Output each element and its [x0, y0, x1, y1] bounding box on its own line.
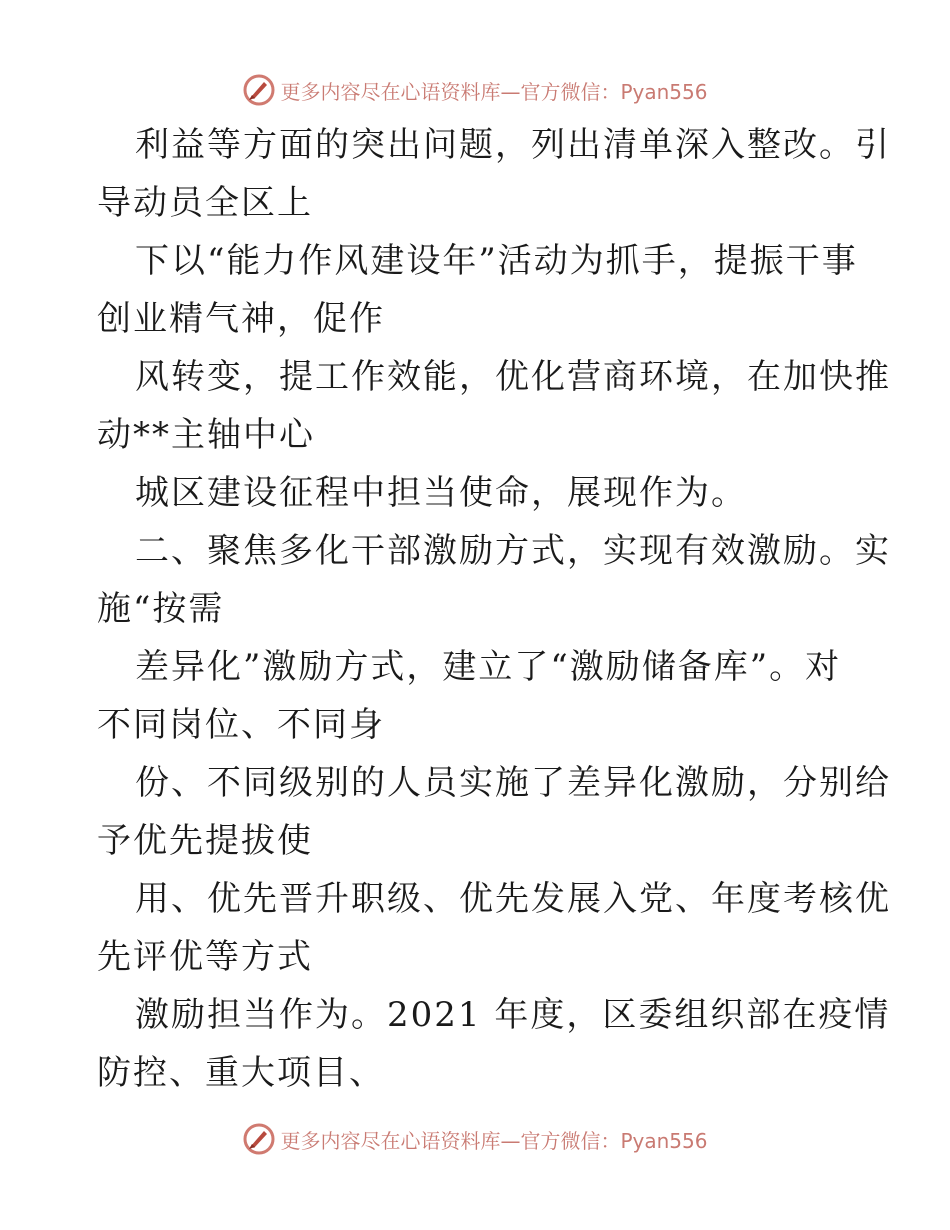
text-line: 予优先提拔使 — [97, 821, 313, 861]
text-line: 不同岗位、不同身 — [97, 705, 385, 745]
text-line: 利益等方面的突出问题，列出清单深入整改。引 — [135, 125, 891, 165]
text-line: 施“按需 — [97, 589, 225, 629]
watermark-footer — [0, 1119, 950, 1159]
logo-icon — [242, 73, 276, 107]
text-line: 防控、重大项目、 — [97, 1053, 385, 1093]
watermark-text: 更多内容尽在心语资料库—官方微信：Pyan556 — [280, 1128, 708, 1153]
text-line: 差异化”激励方式，建立了“激励储备库”。对 — [135, 647, 842, 687]
watermark-text: 更多内容尽在心语资料库—官方微信：Pyan556 — [280, 79, 708, 104]
text-line: 导动员全区上 — [97, 183, 313, 223]
text-line: 动**主轴中心 — [97, 415, 315, 455]
text-line: 城区建设征程中担当使命，展现作为。 — [135, 473, 747, 513]
text-line: 下以“能力作风建设年”活动为抓手，提振干事 — [135, 241, 858, 281]
text-line: 二、聚焦多化干部激励方式，实现有效激励。实 — [135, 531, 891, 571]
text-line: 份、不同级别的人员实施了差异化激励，分别给 — [135, 763, 891, 803]
logo-icon — [242, 1122, 276, 1156]
text-line: 风转变，提工作效能，优化营商环境，在加快推 — [135, 357, 891, 397]
text-line: 激励担当作为。2021 年度，区委组织部在疫情 — [135, 995, 891, 1035]
text-line: 先评优等方式 — [97, 937, 313, 977]
document-body — [97, 116, 891, 1102]
watermark-header — [0, 70, 950, 110]
text-line: 创业精气神，促作 — [97, 299, 385, 339]
text-line: 用、优先晋升职级、优先发展入党、年度考核优 — [135, 879, 891, 919]
